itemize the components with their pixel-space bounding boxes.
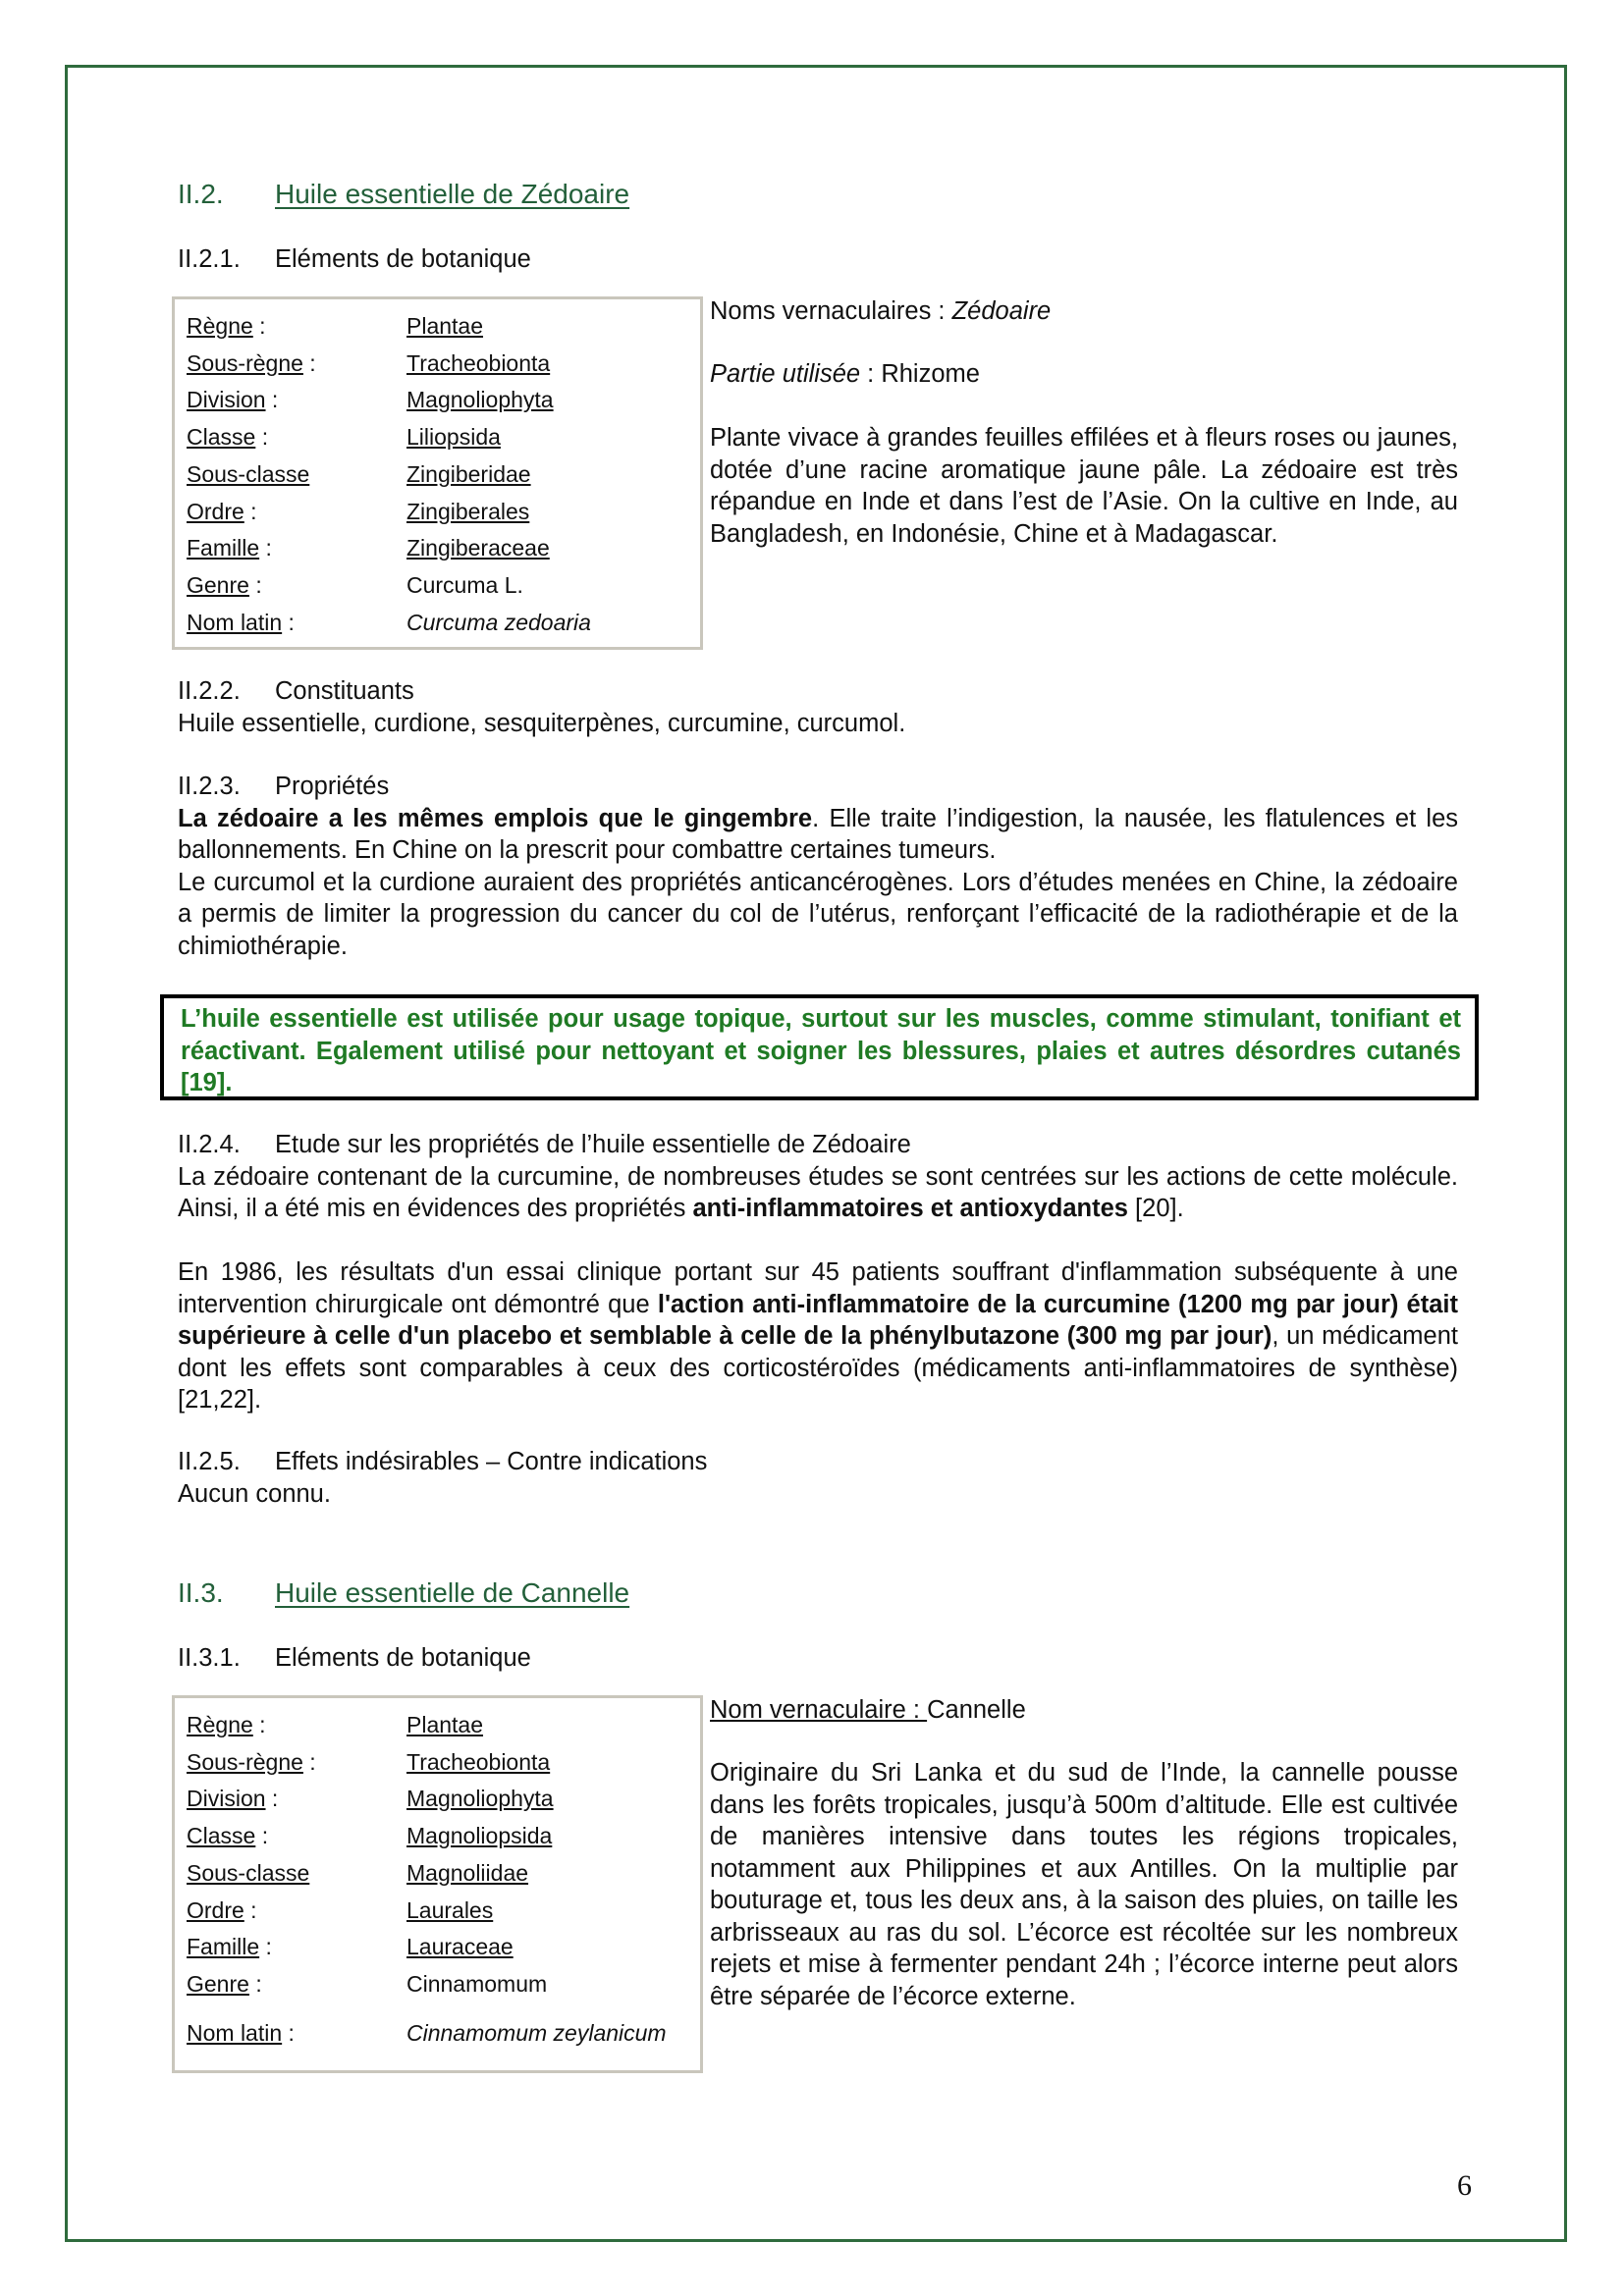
botany-row-label: Sous-classe xyxy=(187,1860,310,1886)
botany-row-label: Famille : xyxy=(187,535,272,561)
constituents-block xyxy=(178,675,1458,739)
subsection-heading-botany: II.2.1. Eléments de botanique xyxy=(178,245,531,273)
botany-row-value: Cinnamomum zeylanicum xyxy=(406,2020,667,2046)
section-heading-cannelle: II.3. Huile essentielle de Cannelle xyxy=(178,1577,630,1608)
highlight-box xyxy=(160,994,1479,1100)
botany-row-value: Magnoliidae xyxy=(406,1860,529,1886)
part-used: Partie utilisée : Rhizome xyxy=(710,360,980,388)
botany-row-label: Nom latin : xyxy=(187,2020,295,2046)
botany-row-value: Zingiberaceae xyxy=(406,535,550,561)
botany-row-value: Magnoliopsida xyxy=(406,1823,553,1848)
botany-row-value: Magnoliophyta xyxy=(406,387,554,412)
botany-row-value: Zingiberales xyxy=(406,499,530,524)
botany-row-label: Sous-règne : xyxy=(187,350,316,376)
botany-row-label: Genre : xyxy=(187,1971,262,1997)
highlight-text: L’huile essentielle est utilisée pour usage topique, surtout sur les muscles, comme stimulant, tonifiant et réactivant. Egalement utilisé pour nettoyant et soigner les blessures, plaies et autres désordres cutanés [19]. xyxy=(181,1005,1461,1096)
side-effects-title: Effets indésirables – Contre indications xyxy=(275,1448,708,1475)
constituents-number: II.2.2. xyxy=(178,677,241,705)
side-effects-text: Aucun connu. xyxy=(178,1479,331,1508)
botany-row-label: Division : xyxy=(187,387,279,412)
study-title: Etude sur les propriétés de l’huile essentielle de Zédoaire xyxy=(275,1131,911,1158)
properties-block xyxy=(178,771,1458,962)
botany-row-value: Curcuma zedoaria xyxy=(406,610,591,635)
plant-description-cannelle: Originaire du Sri Lanka et du sud de l’Inde, la cannelle pousse dans les forêts tropicales, jusqu’à 500m d’altitude. Elle est cultivée de manières intensive dans toutes les régions tropicales, notamment aux Philippines et aux Antilles. On la multiplie par bouturage et, tous les deux ans, à la saison des pluies, on taille les arbrisseaux au ras du sol. L’écorce est récoltée sur les nombreux rejets et mise à fermenter pendant 24h ; l’écorce interne peut alors être séparée de l’écorce externe. xyxy=(710,1759,1458,2010)
vernacular-names: Noms vernaculaires : Zédoaire xyxy=(710,297,1052,325)
botany-row-label: Division : xyxy=(187,1786,279,1811)
botany-row-label: Classe : xyxy=(187,424,269,450)
properties-number: II.2.3. xyxy=(178,773,241,800)
botany-row-value: Laurales xyxy=(406,1897,494,1923)
botany-row-value: Magnoliophyta xyxy=(406,1786,554,1811)
study-number: II.2.4. xyxy=(178,1131,241,1158)
botany-row-label: Classe : xyxy=(187,1823,269,1848)
botany-row-label: Ordre : xyxy=(187,1897,257,1923)
plant-description-zedoaire: Plante vivace à grandes feuilles effilées et à fleurs roses ou jaunes, dotée d’une racine aromatique jaune pâle. La zédoaire est très répandue en Inde et dans l’est de l’Asie. On la cultive en Inde, au Bangladesh, en Indonésie, Chine et à Madagascar. xyxy=(710,424,1458,548)
botany-row-value: Zingiberidae xyxy=(406,461,531,487)
constituents-text: Huile essentielle, curdione, sesquiterpènes, curcumine, curcumol. xyxy=(178,709,906,737)
properties-paragraph-2: Le curcumol et la curdione auraient des propriétés anticancérogènes. Lors d’études menées en Chine, la zédoaire a permis de limiter la progression du cancer du col de l’utérus, renforçant l’efficacité de la radiothérapie et de la chimiothérapie. xyxy=(178,868,1458,960)
vernacular-name-cannelle: Nom vernaculaire : Cannelle xyxy=(710,1696,1026,1724)
botany-row-label: Famille : xyxy=(187,1934,272,1959)
botany-row-label: Ordre : xyxy=(187,499,257,524)
botany-row-label: Règne : xyxy=(187,1712,266,1737)
study-paragraph-2: En 1986, les résultats d'un essai clinique portant sur 45 patients souffrant d'inflammation subséquente à une intervention chirurgicale ont démontré que l'action anti-inflammatoire de la curcumine (1200 mg par jour) était supérieure à celle d'un placebo et semblable à celle de la phénylbutazone (300 mg par jour), un médicament dont les effets sont comparables à ceux des corticostéroïdes (médicaments anti-inflammatoires de synthèse) [21,22]. xyxy=(178,1258,1458,1414)
botany-row-value: Plantae xyxy=(406,313,484,339)
botany-row-value: Tracheobionta xyxy=(406,1749,551,1775)
botany-row-value: Cinnamomum xyxy=(406,1971,548,1997)
constituents-title: Constituants xyxy=(275,677,414,705)
subsection-heading-botany-cannelle: II.3.1. Eléments de botanique xyxy=(178,1644,531,1672)
botany-row-value: Curcuma L. xyxy=(406,572,523,598)
side-effects-number: II.2.5. xyxy=(178,1448,241,1475)
botany-row-label: Sous-règne : xyxy=(187,1749,316,1775)
botany-row-label: Sous-classe xyxy=(187,461,310,487)
study-block xyxy=(178,1129,1458,1416)
botany-row-label: Genre : xyxy=(187,572,262,598)
botany-table-zedoaire xyxy=(172,296,703,650)
botany-row-value: Plantae xyxy=(406,1712,484,1737)
study-paragraph-1: La zédoaire contenant de la curcumine, de nombreuses études se sont centrées sur les actions de cette molécule. Ainsi, il a été mis en évidences des propriétés anti-inflammatoires et antioxydantes [20]. xyxy=(178,1162,1458,1222)
properties-paragraph-1: La zédoaire a les mêmes emplois que le gingembre. Elle traite l’indigestion, la nausée, les flatulences et les ballonnements. En Chine on la prescrit pour combattre certaines tumeurs. xyxy=(178,804,1459,864)
page-number: 6 xyxy=(1457,2169,1472,2202)
properties-title: Propriétés xyxy=(275,773,390,800)
botany-row-value: Lauraceae xyxy=(406,1934,514,1959)
section-heading-zedoaire: II.2. Huile essentielle de Zédoaire xyxy=(178,179,630,209)
botany-table-cannelle xyxy=(172,1695,703,2073)
botany-row-label: Règne : xyxy=(187,313,266,339)
botany-row-value: Tracheobionta xyxy=(406,350,551,376)
botany-row-label: Nom latin : xyxy=(187,610,295,635)
botany-row-value: Liliopsida xyxy=(406,424,501,450)
side-effects-block xyxy=(178,1446,1458,1510)
